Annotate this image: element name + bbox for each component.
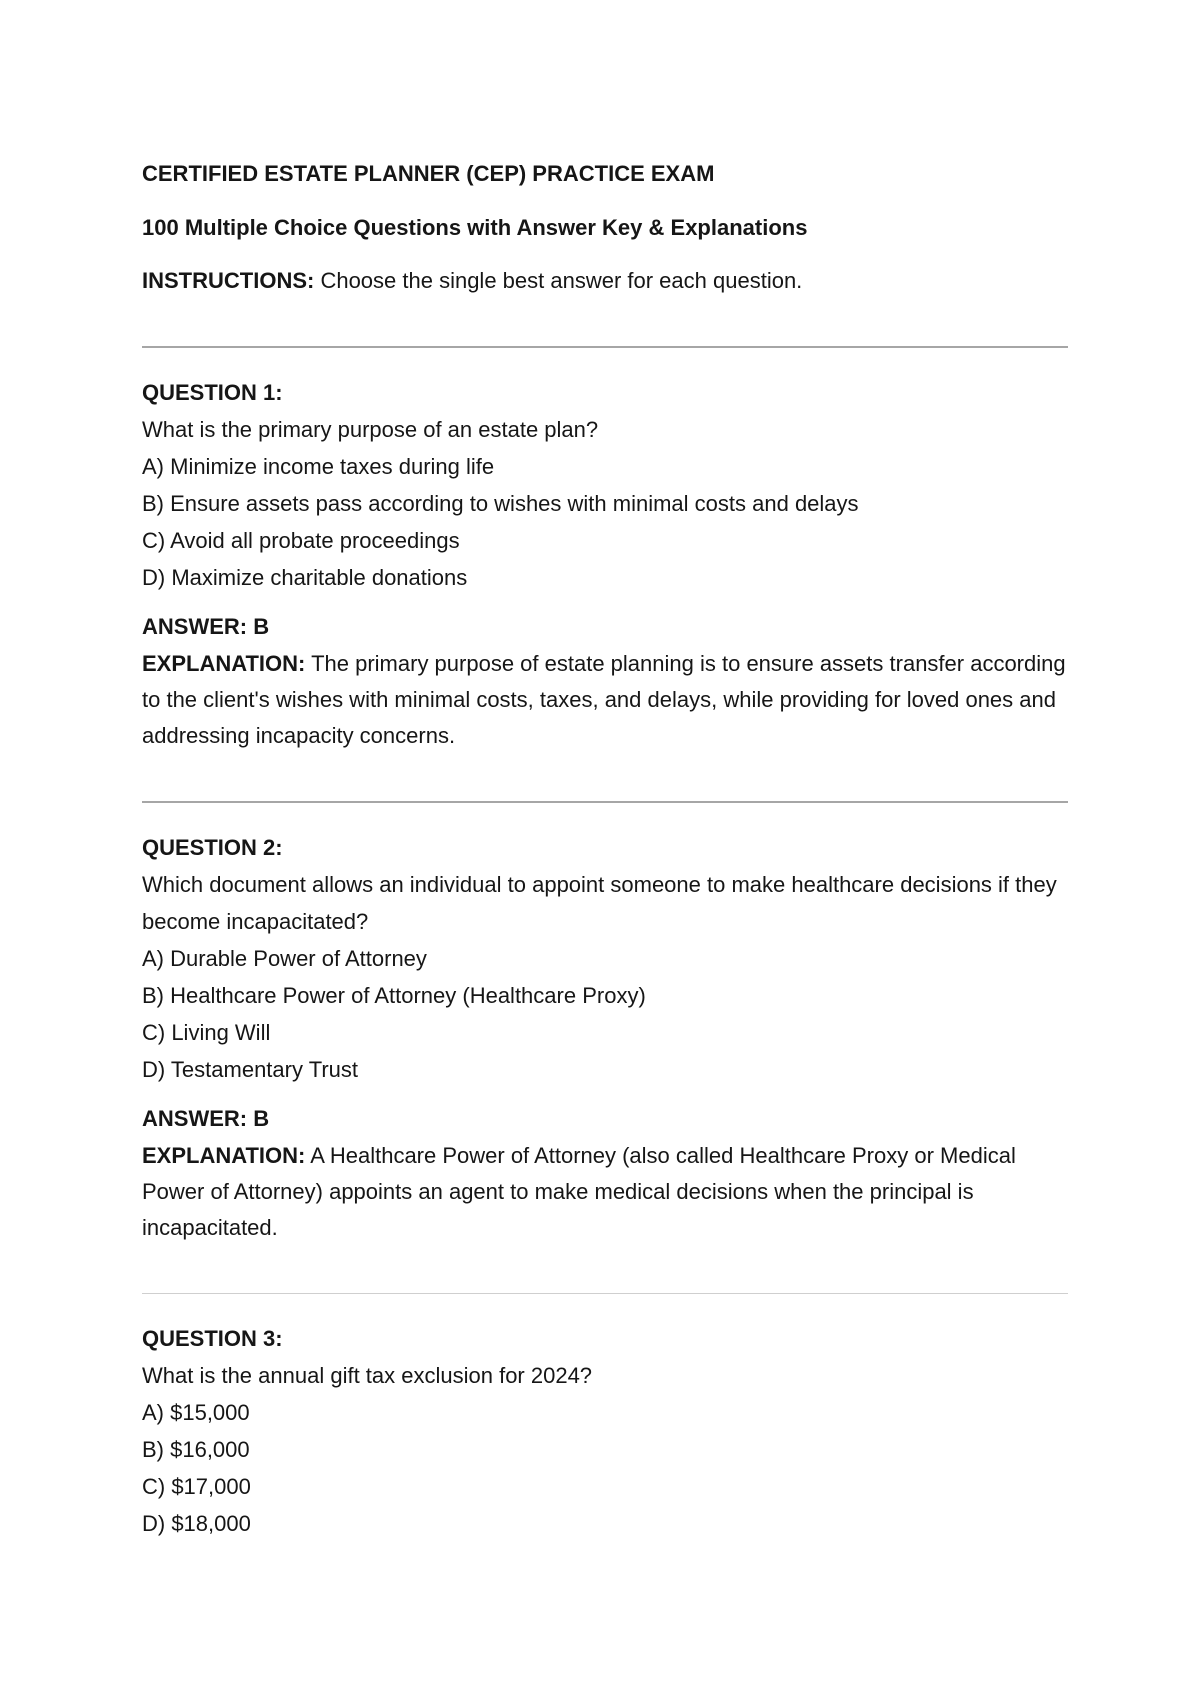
question-text: What is the annual gift tax exclusion for 2024? bbox=[142, 1363, 593, 1388]
exam-document bbox=[142, 155, 1068, 1542]
instructions bbox=[142, 262, 1068, 299]
option-a: A) Durable Power of Attorney bbox=[142, 946, 427, 971]
instructions-label: INSTRUCTIONS: bbox=[142, 268, 315, 293]
question-heading: QUESTION 3: bbox=[142, 1326, 283, 1351]
option-b: B) $16,000 bbox=[142, 1437, 250, 1462]
question-1 bbox=[142, 374, 1068, 754]
answer bbox=[142, 608, 1068, 645]
explanation-label: EXPLANATION: bbox=[142, 1143, 306, 1168]
option-a: A) $15,000 bbox=[142, 1400, 250, 1425]
document-subtitle: 100 Multiple Choice Questions with Answer Key & Explanations bbox=[142, 215, 808, 240]
question-text: Which document allows an individual to appoint someone to make healthcare decisions if they become incapacitated? bbox=[142, 872, 1057, 934]
answer-value: B bbox=[253, 1106, 270, 1131]
explanation bbox=[142, 646, 1068, 754]
section-divider bbox=[142, 801, 1068, 803]
option-c: C) Avoid all probate proceedings bbox=[142, 528, 460, 553]
question-text: What is the primary purpose of an estate plan? bbox=[142, 417, 599, 442]
option-b: B) Ensure assets pass according to wishes with minimal costs and delays bbox=[142, 491, 859, 516]
option-d: D) Testamentary Trust bbox=[142, 1057, 358, 1082]
answer-label: ANSWER: bbox=[142, 1106, 248, 1131]
document-title: CERTIFIED ESTATE PLANNER (CEP) PRACTICE EXAM bbox=[142, 161, 715, 186]
option-d: D) Maximize charitable donations bbox=[142, 565, 468, 590]
answer bbox=[142, 1100, 1068, 1137]
option-b: B) Healthcare Power of Attorney (Healthcare Proxy) bbox=[142, 983, 646, 1008]
option-c: C) $17,000 bbox=[142, 1474, 251, 1499]
instructions-text: Choose the single best answer for each question. bbox=[314, 268, 803, 293]
answer-value: B bbox=[253, 614, 270, 639]
section-divider bbox=[142, 346, 1068, 348]
answer-label: ANSWER: bbox=[142, 614, 248, 639]
option-a: A) Minimize income taxes during life bbox=[142, 454, 495, 479]
explanation-text: A Healthcare Power of Attorney (also called Healthcare Proxy or Medical Power of Attorney) appoints an agent to make medical decisions when the principal is incapacitated. bbox=[142, 1143, 1016, 1240]
question-2 bbox=[142, 829, 1068, 1246]
question-heading: QUESTION 1: bbox=[142, 380, 283, 405]
explanation bbox=[142, 1138, 1068, 1246]
question-3 bbox=[142, 1320, 1068, 1542]
option-d: D) $18,000 bbox=[142, 1511, 251, 1536]
option-c: C) Living Will bbox=[142, 1020, 271, 1045]
section-divider bbox=[142, 1293, 1068, 1294]
explanation-text: The primary purpose of estate planning is to ensure assets transfer according to the client's wishes with minimal costs, taxes, and delays, while providing for loved ones and addressing incapacity concerns. bbox=[142, 651, 1066, 748]
explanation-label: EXPLANATION: bbox=[142, 651, 306, 676]
question-heading: QUESTION 2: bbox=[142, 835, 283, 860]
